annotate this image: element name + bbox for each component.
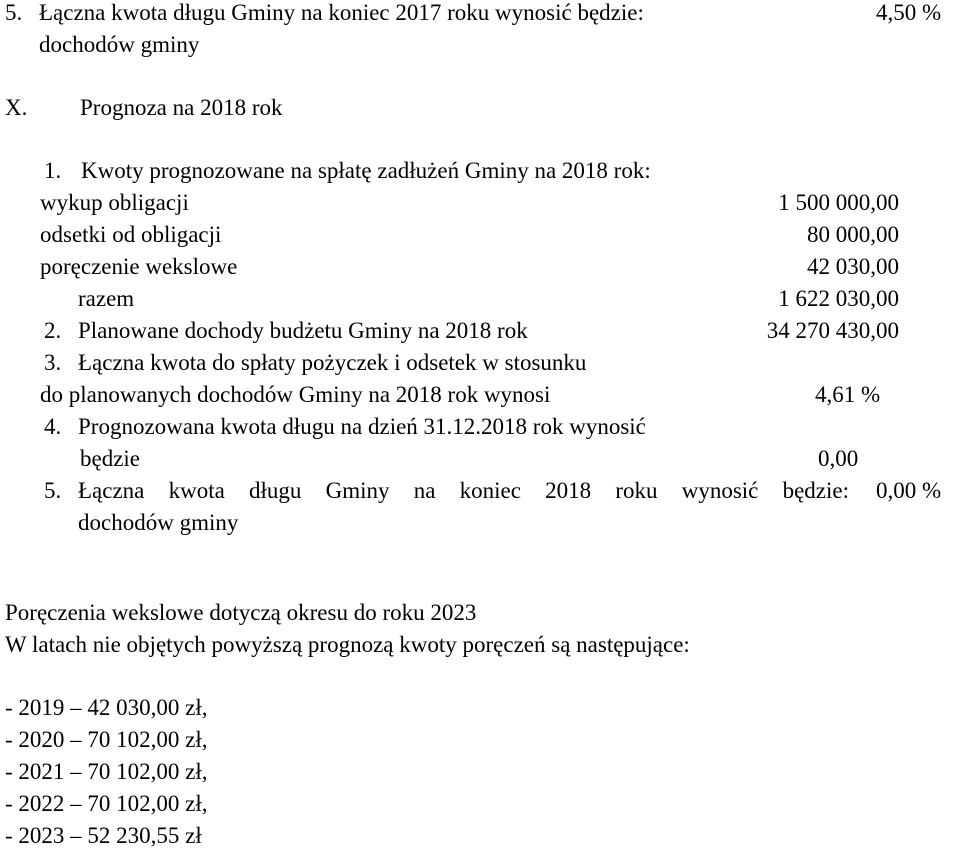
section-title: Prognoza na 2018 rok	[80, 95, 283, 120]
item-value: 4,50 %	[876, 0, 942, 25]
item-text	[78, 478, 849, 504]
item-text: Łączna kwota długu Gminy na koniec 2017 roku wynosić będzie:	[39, 0, 644, 25]
item-number: 4.	[44, 414, 62, 439]
item-word: Łączna	[78, 478, 145, 503]
item-word: kwota	[168, 478, 225, 503]
item-text: Planowane dochody budżetu Gminy na 2018 rok	[78, 318, 528, 343]
item-word: 2018	[545, 478, 592, 503]
debt-row-value: 80 000,00	[807, 222, 899, 247]
item-number: 5.	[44, 478, 62, 503]
guarantees-intro: W latach nie objętych powyższą prognozą kwoty poręczeń są następujące:	[5, 632, 690, 657]
item-word: Gminy	[325, 478, 390, 503]
debt-row-label: wykup obligacji	[40, 190, 189, 215]
debt-row-label: odsetki od obligacji	[40, 222, 222, 247]
item-text-continuation: dochodów gminy	[78, 510, 239, 535]
item-value: 0,00 %	[876, 478, 942, 503]
item-word: będzie:	[782, 478, 849, 503]
item-number: 2.	[44, 318, 62, 343]
guarantees-heading: Poręczenia wekslowe dotyczą okresu do roku 2023	[5, 600, 477, 625]
item-text: Łączna kwota do spłaty pożyczek i odsetek w stosunku	[78, 350, 587, 375]
item-text-continuation: dochodów gminy	[39, 32, 200, 57]
item-number: 5.	[5, 0, 23, 25]
item-word: koniec	[459, 478, 521, 503]
debt-total-value: 1 622 030,00	[778, 286, 899, 311]
item-text: Prognozowana kwota długu na dzień 31.12.2018 rok wynosić	[78, 414, 646, 439]
item-value: 34 270 430,00	[766, 318, 899, 343]
guarantee-item: - 2019 – 42 030,00 zł,	[5, 695, 208, 720]
guarantee-item: - 2020 – 70 102,00 zł,	[5, 727, 208, 752]
item-word: wynosić	[681, 478, 759, 503]
debt-row-label: poręczenie wekslowe	[40, 254, 238, 279]
debt-row-value: 1 500 000,00	[778, 190, 899, 215]
item-text-continuation: do planowanych dochodów Gminy na 2018 rok wynosi	[40, 382, 551, 407]
item-number: 3.	[44, 350, 62, 375]
item-text-continuation: będzie	[80, 446, 141, 471]
item-text: Kwoty prognozowane na spłatę zadłużeń Gminy na 2018 rok:	[81, 158, 651, 183]
item-number: 1.	[44, 158, 62, 183]
guarantee-item: - 2022 – 70 102,00 zł,	[5, 791, 208, 816]
debt-total-label: razem	[78, 286, 135, 311]
debt-row-value: 42 030,00	[807, 254, 899, 279]
guarantee-item: - 2023 – 52 230,55 zł	[5, 823, 202, 848]
item-value: 0,00	[818, 446, 859, 471]
section-number: X.	[5, 95, 28, 120]
item-word: na	[413, 478, 436, 503]
item-word: długu	[249, 478, 302, 503]
item-value: 4,61 %	[815, 382, 881, 407]
item-word: roku	[615, 478, 658, 503]
guarantee-item: - 2021 – 70 102,00 zł,	[5, 759, 208, 784]
